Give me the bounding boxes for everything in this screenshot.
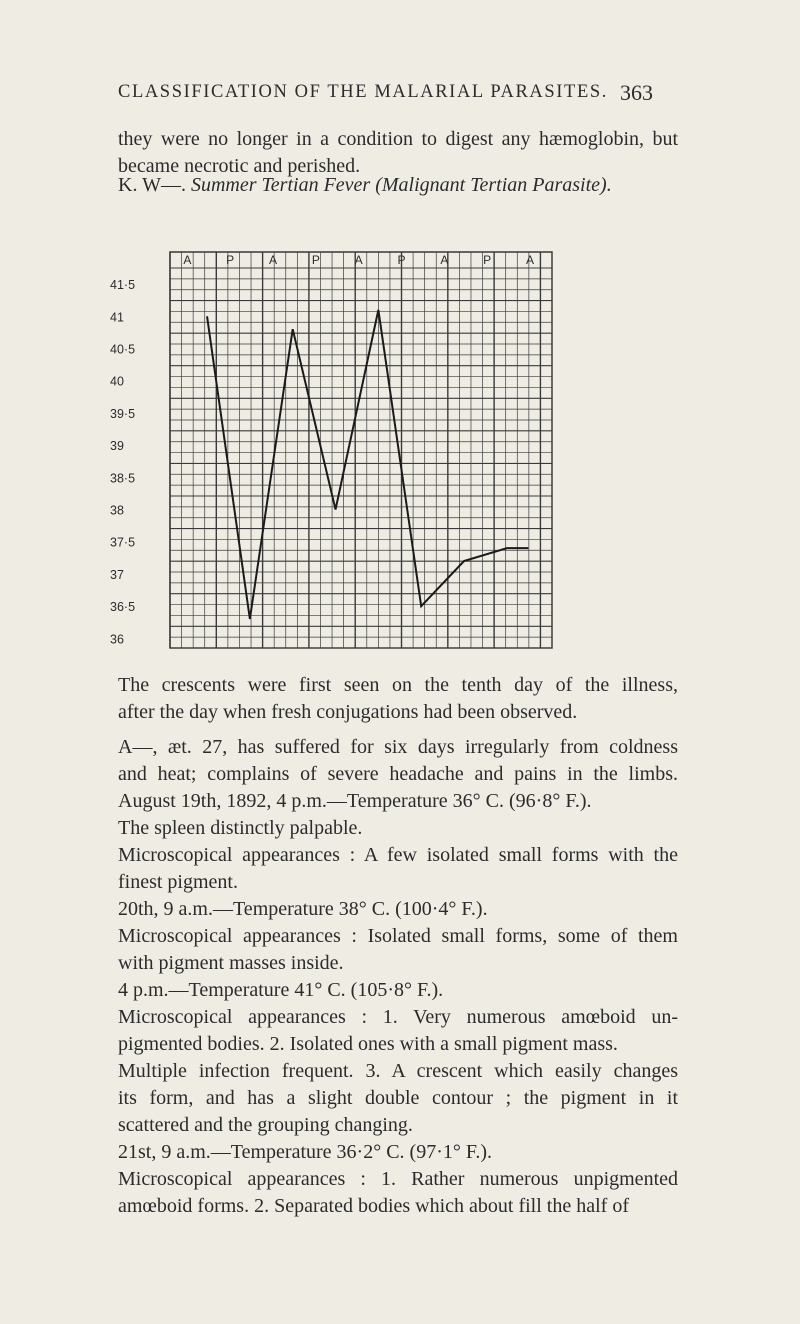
y-tick-label: 38·5 xyxy=(110,471,136,486)
text-line: pigmented bodies. 2. Isolated ones with a small pigment mass. xyxy=(118,1033,618,1055)
case-title xyxy=(118,174,612,197)
text-line: finest pigment. xyxy=(118,871,238,893)
text-line xyxy=(118,726,678,734)
text-line: 21st, 9 a.m.—Temperature 36·2° C. (97·1° F.). xyxy=(118,1141,493,1163)
text-line: became necrotic and perished. xyxy=(118,155,361,177)
x-tick-label: A xyxy=(525,253,535,267)
y-tick-label: 39 xyxy=(110,439,124,454)
x-tick-label: P xyxy=(483,253,492,267)
text-line: Microscopical appearances : Isolated small forms, some of them xyxy=(118,925,678,947)
x-tick-label: P xyxy=(397,253,406,267)
text-line: The spleen distinctly palpable. xyxy=(118,817,363,839)
intro-paragraph xyxy=(118,126,678,180)
text-line: 20th, 9 a.m.—Temperature 38° C. (100·4° F.). xyxy=(118,898,488,920)
text-line: its form, and has a slight double contour ; the pigment in it xyxy=(118,1087,678,1109)
text-line: after the day when fresh conjugations had been observed. xyxy=(118,701,578,723)
case-title-italic: Summer Tertian Fever (Malignant Tertian Parasite). xyxy=(190,174,612,196)
y-tick-label: 36·5 xyxy=(110,600,136,615)
case-title-prefix: K. W—. xyxy=(118,174,186,196)
x-tick-label: A xyxy=(183,253,192,267)
text-line: they were no longer in a condition to digest any hæmoglobin, but xyxy=(118,128,678,150)
text-line: The crescents were first seen on the tenth day of the illness, xyxy=(118,674,678,696)
text-line: and heat; complains of severe headache and pains in the limbs. xyxy=(118,763,678,785)
x-tick-label: P xyxy=(226,253,235,267)
y-tick-label: 37 xyxy=(110,567,124,582)
text-line: Microscopical appearances : A few isolated small forms with the xyxy=(118,844,678,866)
y-tick-label: 41·5 xyxy=(110,278,136,293)
y-tick-label: 40·5 xyxy=(110,342,136,357)
text-line: Microscopical appearances : 1. Very numerous amœboid un- xyxy=(118,1006,678,1028)
y-tick-label: 41 xyxy=(110,310,124,325)
text-line: with pigment masses inside. xyxy=(118,952,344,974)
text-line: Microscopical appearances : 1. Rather numerous unpigmented xyxy=(118,1168,678,1190)
y-tick-label: 36 xyxy=(110,632,124,647)
page-number: 363 xyxy=(620,80,653,105)
y-tick-label: 37·5 xyxy=(110,535,136,550)
body-text xyxy=(118,672,678,1220)
x-tick-label: A xyxy=(269,253,278,267)
text-line: August 19th, 1892, 4 p.m.—Temperature 36° C. (96·8° F.). xyxy=(118,790,592,812)
text-line: amœboid forms. 2. Separated bodies which about fill the half of xyxy=(118,1195,629,1217)
temperature-line xyxy=(207,310,528,619)
x-tick-label: A xyxy=(440,253,449,267)
y-tick-label: 39·5 xyxy=(110,406,136,421)
y-tick-label: 40 xyxy=(110,374,124,389)
y-tick-label: 38 xyxy=(110,503,124,518)
text-line: 4 p.m.—Temperature 41° C. (105·8° F.). xyxy=(118,979,444,1001)
text-line: Multiple infection frequent. 3. A crescent which easily changes xyxy=(118,1060,678,1082)
text-line: scattered and the grouping changing. xyxy=(118,1114,413,1136)
x-tick-label: P xyxy=(311,253,320,267)
text-line: A—, æt. 27, has suffered for six days irregularly from coldness xyxy=(118,736,678,758)
temperature-chart xyxy=(110,246,560,656)
running-title: CLASSIFICATION OF THE MALARIAL PARASITES. xyxy=(118,82,608,102)
x-tick-label: A xyxy=(354,253,363,267)
